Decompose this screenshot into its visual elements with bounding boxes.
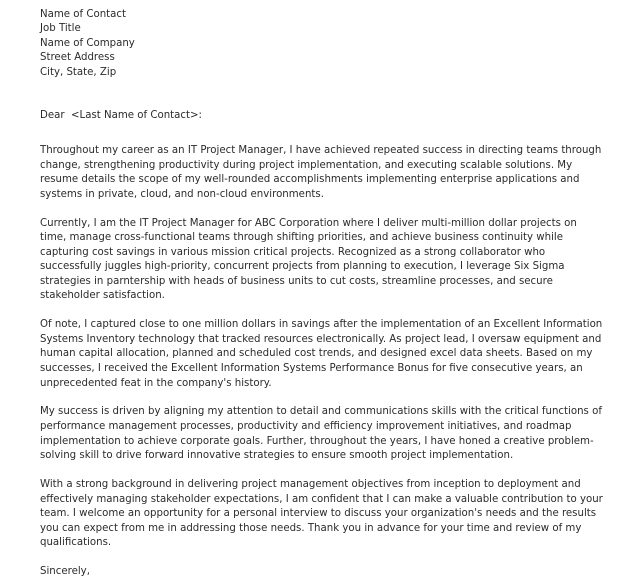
- address-line-company-name: Name of Company: [40, 37, 135, 49]
- address-line-contact-name: Name of Contact: [40, 9, 126, 20]
- body-paragraph: Of note, I captured close to one million dollars in savings after the implementation of an Excellent Information Systems Inventory technology that tracked resources electronically. As project lead, I oversaw equipment and human capital allocation, planned and scheduled cost trends, and designed excel data sheets. Based on my successes, I received the Excellent Information Systems Performance Bonus for five consecutive years, an unprecedented feat in the company's history.: [40, 319, 603, 389]
- closing-salutation: Sincerely,: [40, 566, 90, 578]
- address-line-street-address: Street Address: [40, 52, 115, 64]
- address-line-job-title: Job Title: [40, 23, 81, 35]
- recipient-address-block: [40, 8, 604, 80]
- body-paragraph: Currently, I am the IT Project Manager for ABC Corporation where I deliver multi-million dollar projects on time, manage cross-functional teams through shifting priorities, and achieve business continuity while capturing cost savings in various mission critical projects. Recognized as a strong collaborator who successfully juggles high-priority, concurrent projects from planning to execution, I leverage Six Sigma strategies in parntership with heads of business units to cut costs, streamline processes, and secure stakeholder satisfaction.: [40, 217, 577, 302]
- salutation: Dear <Last Name of Contact>:: [40, 109, 202, 121]
- address-line-city-state-zip: City, State, Zip: [40, 66, 117, 78]
- body-paragraph: With a strong background in delivering project management objectives from inception to deployment and effectively managing stakeholder expectations, I am confident that I can make a valuable contribution to your team. I welcome an opportunity for a personal interview to discuss your organization's needs and the results you can expect from me in addressing those needs. Thank you in advance for your time and review of my qualifications.: [40, 478, 603, 549]
- body-paragraph: Throughout my career as an IT Project Manager, I have achieved repeated success in directing teams through change, strengthening productivity during project implementation, and executing scalable solutions. My resume details the scope of my well-rounded accomplishments implementing enterprise applications and systems in private, cloud, and non-cloud environments.: [40, 144, 602, 200]
- body-paragraph: My success is driven by aligning my attention to detail and communications skills with the critical functions of performance management processes, productivity and efficiency improvement initiatives, and roadmap implementation to achieve corporate goals. Further, throughout the years, I have honed a creative problem-solving skill to drive forward innovative strategies to ensure smooth project implementation.: [40, 406, 602, 462]
- letter-body: [40, 144, 604, 551]
